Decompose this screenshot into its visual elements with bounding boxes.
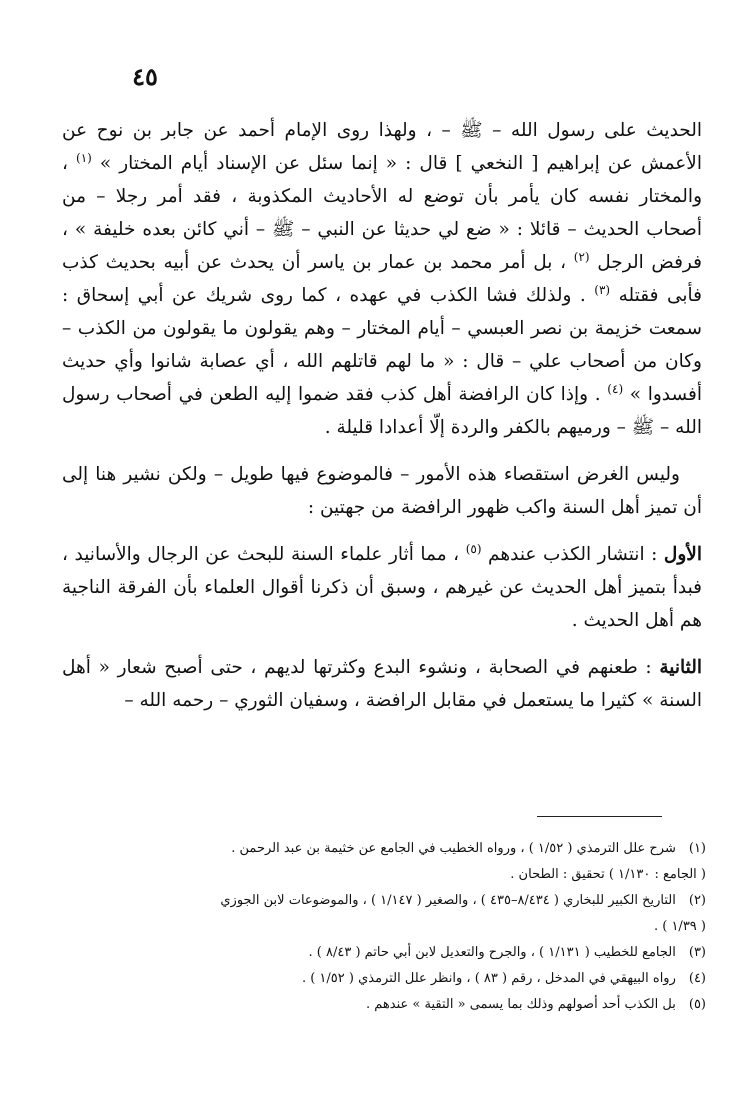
footnote-5	[92, 992, 706, 1018]
footnote-text: بل الكذب أحد أصولهم وذلك بما يسمى « التقية » عندهم .	[366, 997, 676, 1012]
footnote-text: التاريخ الكبير للبخاري ( ٨/٤٣٤–٤٣٥ ) ، والصغير ( ١/١٤٧ ) ، والموضوعات لابن الجوزي	[220, 893, 676, 908]
footnote-number: (١)	[688, 841, 706, 856]
paragraph-text: . وإذا كان الرافضة أهل كذب فقد ضموا إليه الطعن في أصحاب رسول الله – ﷺ – ورميهم بالكفر والردة إلّا أعدادا قليلة .	[62, 384, 702, 438]
main-text	[62, 114, 702, 731]
paragraph-3	[62, 538, 702, 637]
paragraph-text: : طعنهم في الصحابة ، ونشوء البدع وكثرتها لديهم ، حتى أصبح شعار « أهل السنة » كثيرا ما يستعمل في مقابل الرافضة ، وسفيان الثوري – رحمه الله –	[62, 657, 702, 711]
footnote-ref-4: (٤)	[607, 381, 624, 396]
paragraph-text: ، بل أمر محمد بن عمار بن ياسر أن يحدث عن أبيه بحديث كذب فأبى فقتله	[62, 252, 702, 306]
footnote-text: رواه البيهقي في المدخل ، رقم ( ٨٣ ) ، وانظر علل الترمذي ( ١/٥٢ ) .	[301, 971, 676, 986]
footnote-number: (٣)	[688, 945, 706, 960]
footnote-1-continuation: ( الجامع : ١/١٣٠ ) تحقيق : الطحان .	[510, 867, 706, 882]
footnote-text: شرح علل الترمذي ( ١/٥٢ ) ، ورواه الخطيب في الجامع عن خثيمة بن عبد الرحمن .	[231, 841, 676, 856]
footnote-divider	[537, 816, 662, 817]
footnote-text: الجامع للخطيب ( ١/١٣١ ) ، والجرح والتعديل لابن أبي حاتم ( ٨/٤٣ ) .	[308, 945, 676, 960]
footnote-3	[92, 940, 706, 966]
footnote-number: (٥)	[688, 997, 706, 1012]
footnote-ref-1: (١)	[76, 150, 92, 165]
footnote-2-continuation: ( ١/٣٩ ) .	[653, 919, 706, 934]
paragraph-2	[62, 458, 702, 524]
footnote-4	[92, 966, 706, 992]
footnotes	[92, 836, 706, 1018]
footnote-number: (٢)	[688, 893, 706, 908]
footnote-2	[92, 888, 706, 914]
paragraph-text: ، والمختار نفسه كان يأمر بأن توضع له الأحاديث المكذوبة ، فقد أمر رجلا – من أصحاب الحديث – قائلا : « ضع لي حديثا عن النبي – ﷺ – أني كائن بعده خليفة » ، فرفض الرجل	[62, 153, 702, 273]
paragraph-4	[62, 651, 702, 717]
footnote-ref-5: (٥)	[465, 541, 482, 556]
section-keyword-second: الثانية	[659, 657, 702, 678]
footnote-ref-2: (٢)	[573, 249, 590, 264]
footnote-1	[92, 836, 706, 862]
footnote-number: (٤)	[688, 971, 706, 986]
section-keyword-first: الأول	[663, 544, 702, 565]
paragraph-text: وليس الغرض استقصاء هذه الأمور – فالموضوع فيها طويل – ولكن نشير هنا إلى أن تميز أهل السنة واكب ظهور الرافضة من جهتين :	[62, 464, 702, 518]
page-number: ٤٥	[132, 62, 158, 91]
paragraph-text: الحديث على رسول الله – ﷺ – ، ولهذا روى الإمام أحمد عن جابر بن نوح عن الأعمش عن إبراهيم [ النخعي ] قال : « إنما سئل عن الإسناد أيام المختار »	[62, 120, 702, 174]
paragraph-text: : انتشار الكذب عندهم	[481, 544, 664, 565]
footnote-ref-3: (٣)	[594, 282, 611, 297]
paragraph-text: . ولذلك فشا الكذب في عهده ، كما روى شريك عن أبي إسحاق : سمعت خزيمة بن نصر العبسي – أيام المختار – وهم يقولون ما يقولون من الكذب – وكان من أصحاب علي – قال : « ما لهم قاتلهم الله ، أي عصابة شانوا وأي حديث أفسدوا »	[62, 285, 703, 405]
paragraph-1	[62, 114, 702, 444]
paragraph-text: ، مما أثار علماء السنة للبحث عن الرجال والأسانيد ، فبدأ بتميز أهل الحديث عن غيرهم ، وسبق أن ذكرنا أقوال العلماء بأن الفرقة الناجية هم أهل الحديث .	[62, 544, 702, 631]
